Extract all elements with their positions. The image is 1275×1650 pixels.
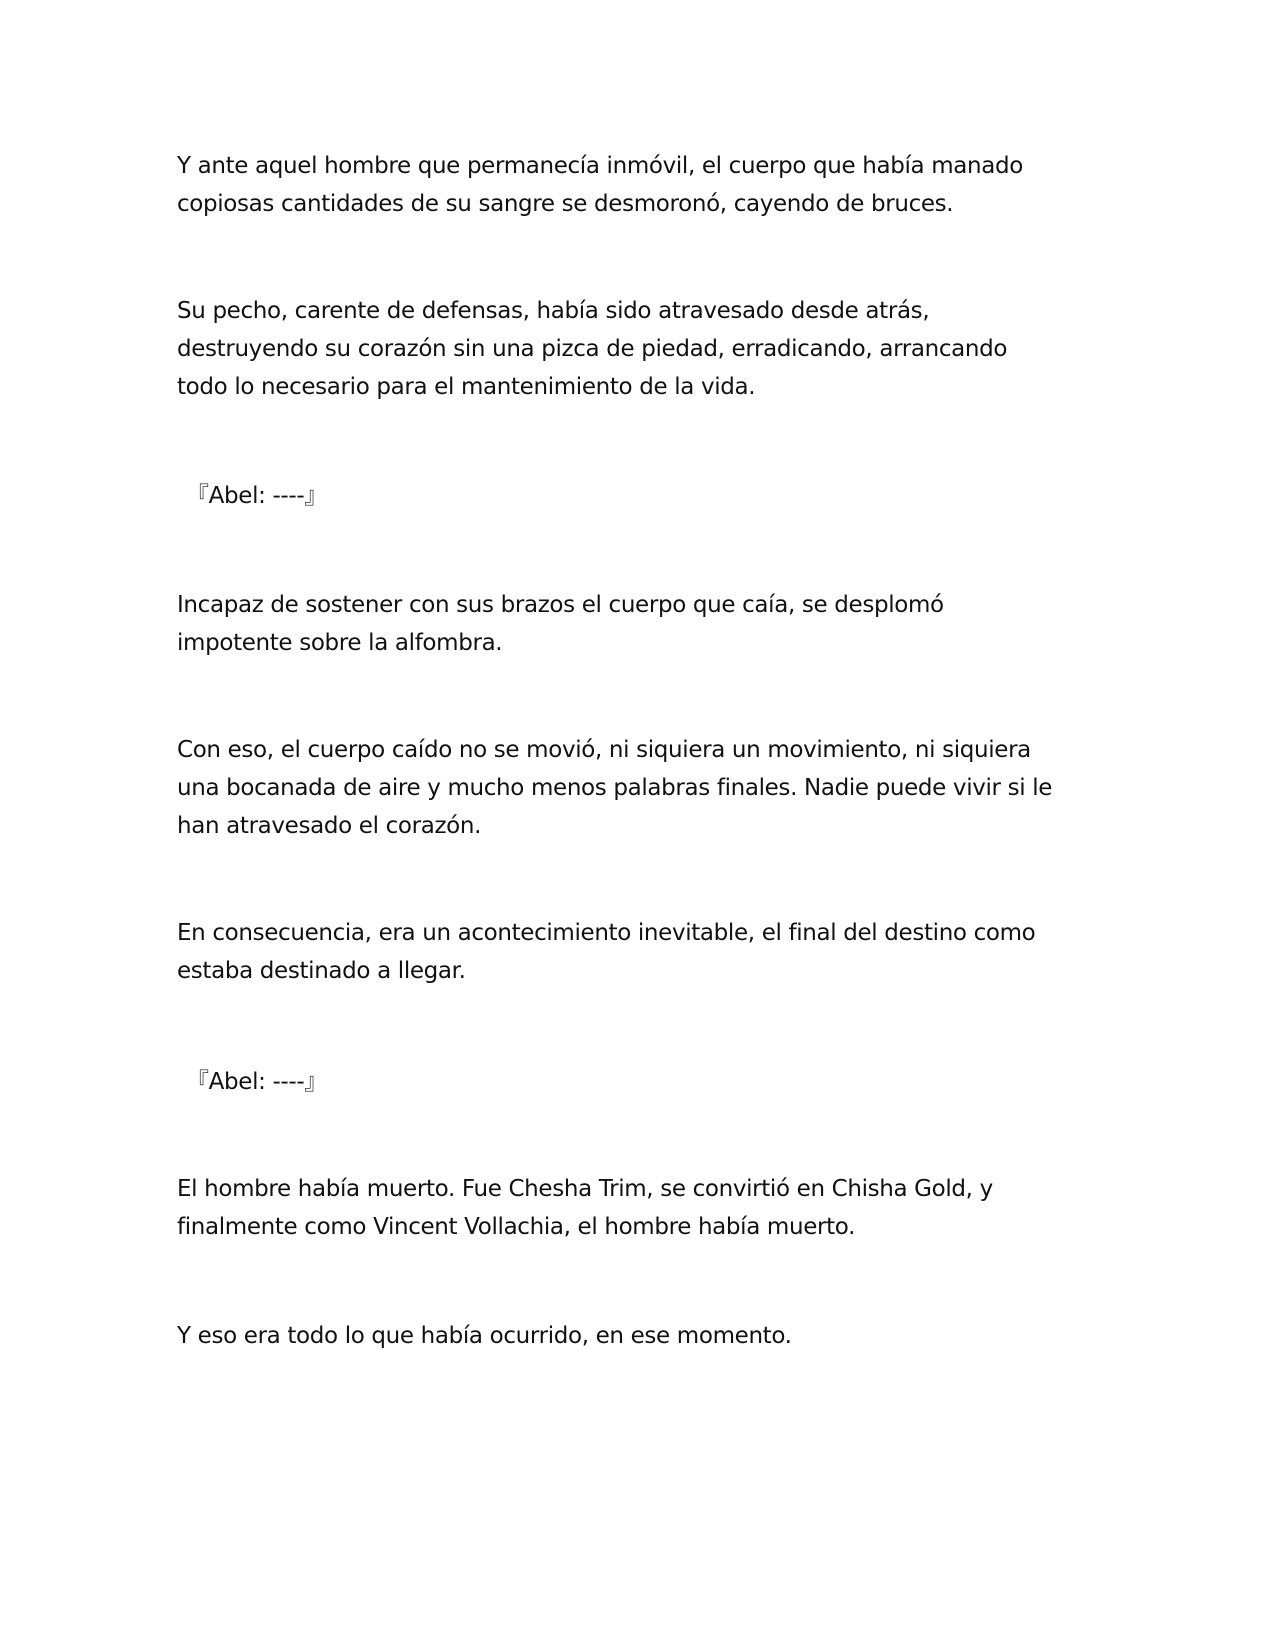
paragraph-4 bbox=[177, 731, 1107, 845]
paragraph-1 bbox=[177, 147, 1107, 223]
text-line: 『Abel: ----』 bbox=[186, 483, 327, 509]
text-line: Y ante aquel hombre que permanecía inmóvil, el cuerpo que había manado bbox=[177, 153, 1023, 179]
text-line: Con eso, el cuerpo caído no se movió, ni siquiera un movimiento, ni siquiera bbox=[177, 737, 1031, 763]
text-line: una bocanada de aire y mucho menos palabras finales. Nadie puede vivir si le bbox=[177, 775, 1053, 801]
paragraph-3 bbox=[177, 586, 1107, 662]
text-line: todo lo necesario para el mantenimiento de la vida. bbox=[177, 374, 756, 400]
text-line: copiosas cantidades de su sangre se desmoronó, cayendo de bruces. bbox=[177, 191, 954, 217]
paragraph-6 bbox=[177, 1170, 1107, 1246]
text-line: finalmente como Vincent Vollachia, el hombre había muerto. bbox=[177, 1214, 856, 1240]
dialogue-line-2 bbox=[186, 1063, 1116, 1101]
paragraph-7 bbox=[177, 1317, 1107, 1355]
paragraph-5 bbox=[177, 914, 1107, 990]
text-line: Y eso era todo lo que había ocurrido, en ese momento. bbox=[177, 1323, 792, 1349]
dialogue-line-1 bbox=[186, 477, 1116, 515]
paragraph-2 bbox=[177, 292, 1107, 406]
text-line: impotente sobre la alfombra. bbox=[177, 630, 503, 656]
text-line: destruyendo su corazón sin una pizca de piedad, erradicando, arrancando bbox=[177, 336, 1008, 362]
text-line: Incapaz de sostener con sus brazos el cuerpo que caía, se desplomó bbox=[177, 592, 944, 618]
text-line: El hombre había muerto. Fue Chesha Trim, se convirtió en Chisha Gold, y bbox=[177, 1176, 993, 1202]
text-line: Su pecho, carente de defensas, había sido atravesado desde atrás, bbox=[177, 298, 930, 324]
text-line: 『Abel: ----』 bbox=[186, 1069, 327, 1095]
text-line: han atravesado el corazón. bbox=[177, 813, 482, 839]
text-line: En consecuencia, era un acontecimiento inevitable, el final del destino como bbox=[177, 920, 1036, 946]
text-line: estaba destinado a llegar. bbox=[177, 958, 466, 984]
